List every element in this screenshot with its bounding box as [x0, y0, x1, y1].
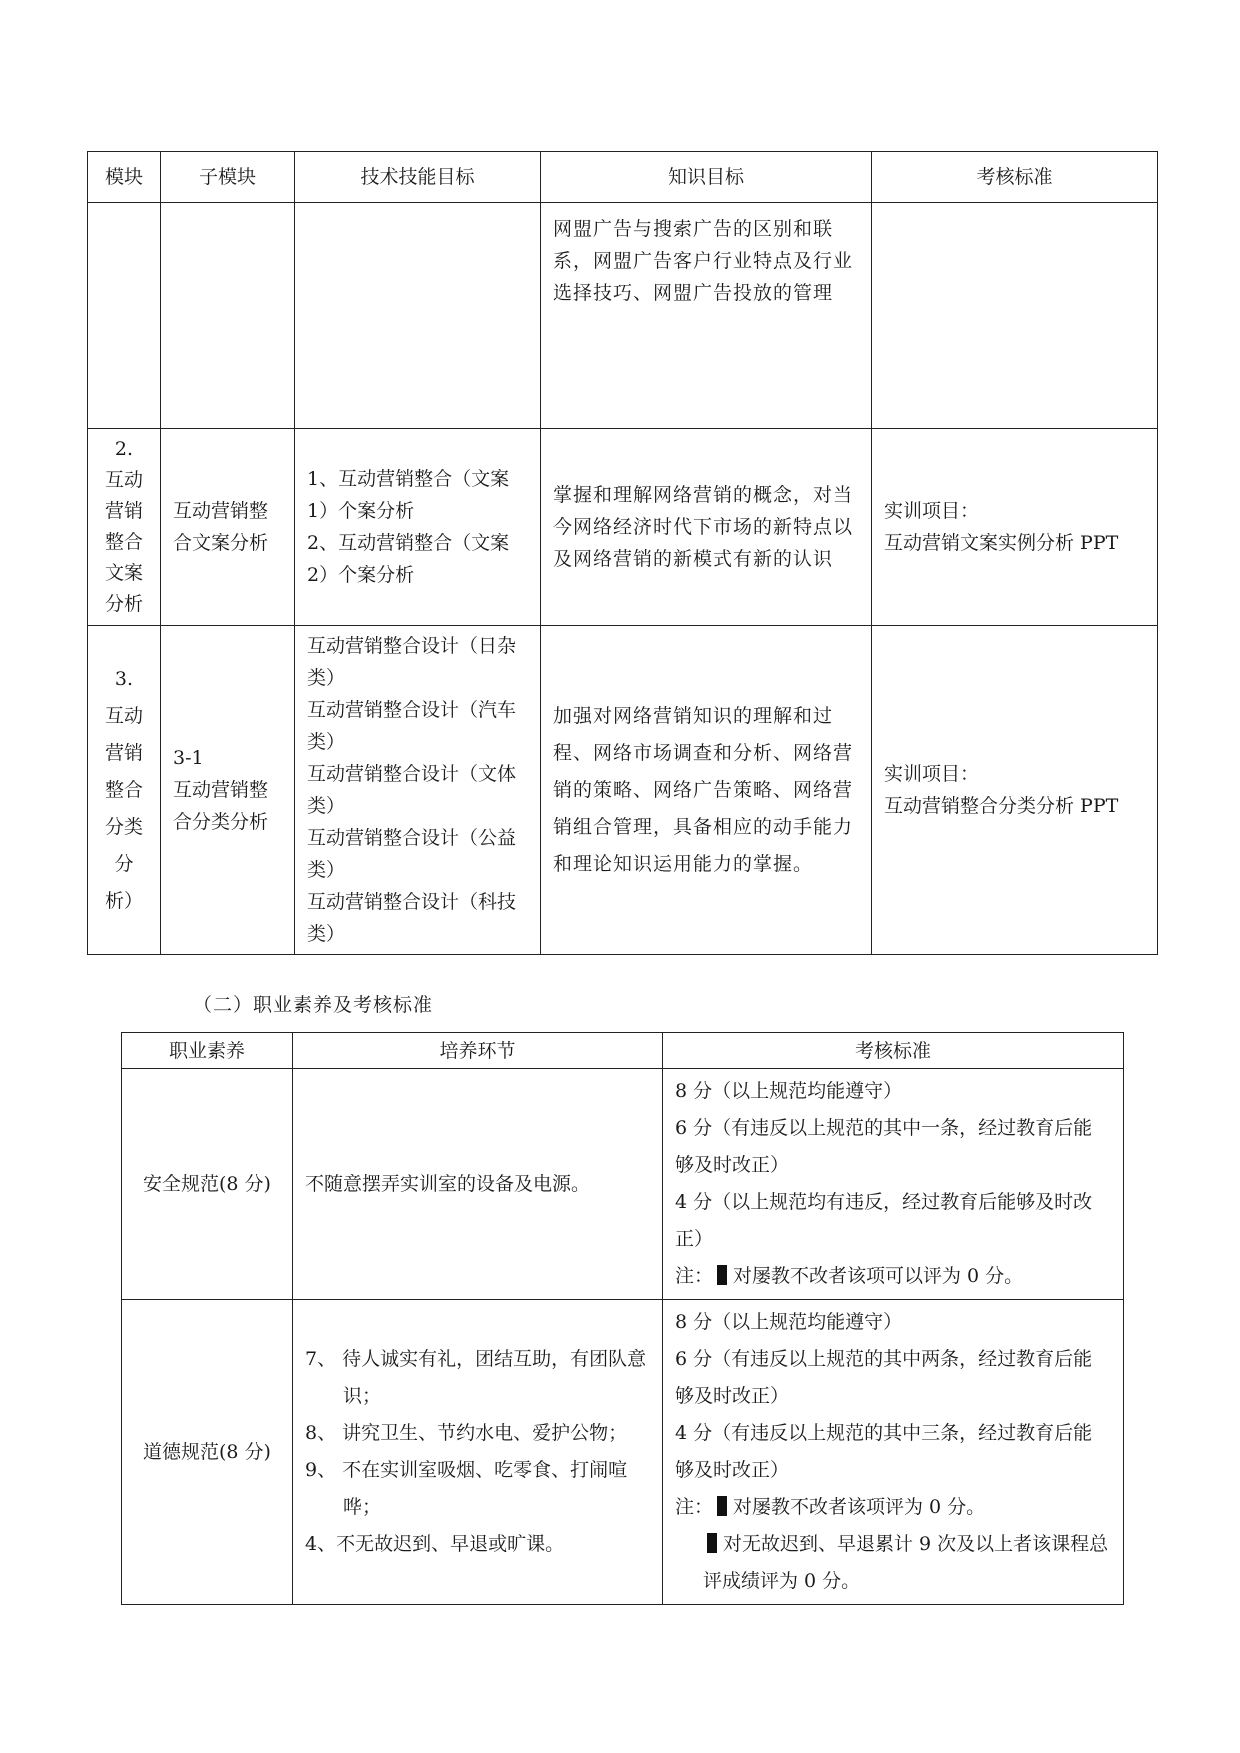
header-submodule: 子模块	[161, 152, 295, 203]
quality-cell: 道德规范(8 分)	[122, 1300, 293, 1605]
knowledge-cell: 掌握和理解网络营销的概念，对当今网络经济时代下市场的新特点以及网络营销的新模式有新的认识	[541, 429, 872, 626]
table-row	[122, 1069, 1124, 1300]
training-cell	[293, 1300, 663, 1605]
tech-item: 2、互动营销整合（文案2）个案分析	[307, 532, 510, 586]
bullet-square-icon	[717, 1265, 727, 1285]
note: 注： 对屡教不改者该项可以评为 0 分。	[675, 1265, 1024, 1287]
bullet-square-icon	[717, 1496, 727, 1516]
header-knowledge-goal: 知识目标	[541, 152, 872, 203]
header-tech-goal: 技术技能目标	[295, 152, 541, 203]
submodule-cell: 3-1 互动营销整合分类分析	[161, 626, 295, 955]
tech-item: 互动营销整合设计（科技类）	[307, 891, 517, 945]
submodule-cell: 互动营销整合文案分析	[161, 429, 295, 626]
quality-table	[121, 1032, 1124, 1605]
header-criteria: 考核标准	[663, 1033, 1124, 1069]
assessment-cell: 实训项目： 互动营销文案实例分析 PPT	[872, 429, 1158, 626]
criteria-cell: 8 分（以上规范均能遵守） 6 分（有违反以上规范的其中一条，经过教育后能够及时改正） 4 分（以上规范均有违反，经过教育后能够及时改正） 注： 对屡教不改者该项可以评为 0 分。	[663, 1069, 1124, 1300]
note: 注： 对屡教不改者该项评为 0 分。	[675, 1496, 986, 1518]
list-item: 9、 不在实训室吸烟、吃零食、打闹喧哗；	[305, 1459, 628, 1518]
tech-goal-cell	[295, 429, 541, 626]
knowledge-cell: 加强对网络营销知识的理解和过程、网络市场调查和分析、网络营销的策略、网络广告策略、网络营销组合管理，具备相应的动手能力和理论知识运用能力的掌握。	[541, 626, 872, 955]
quality-cell: 安全规范(8 分)	[122, 1069, 293, 1300]
note: 对无故迟到、早退累计 9 次及以上者该课程总评成绩评为 0 分。	[703, 1533, 1109, 1592]
knowledge-cell: 网盟广告与搜索广告的区别和联系，网盟广告客户行业特点及行业选择技巧、网盟广告投放的管理	[541, 203, 872, 429]
quality-table-header	[122, 1033, 1124, 1069]
table-row	[88, 203, 1158, 429]
section-title: （二）职业素养及考核标准	[193, 994, 434, 1016]
criteria-cell: 8 分（以上规范均能遵守） 6 分（有违反以上规范的其中两条，经过教育后能够及时改正） 4 分（有违反以上规范的其中三条，经过教育后能够及时改正） 注： 对屡教不改者该项评为 0 分。 对无故迟到、早退累计 9 次及以上者该课程总评成绩评为 0 分。	[663, 1300, 1124, 1605]
tech-item: 互动营销整合设计（公益类）	[307, 827, 517, 881]
header-module: 模块	[88, 152, 161, 203]
module-cell: 2. 互动 营销 整合 文案 分析	[88, 429, 161, 626]
tech-item: 互动营销整合设计（汽车类）	[307, 699, 517, 753]
header-assessment: 考核标准	[872, 152, 1158, 203]
tech-goal-cell	[295, 626, 541, 955]
table-row	[88, 626, 1158, 955]
bullet-square-icon	[707, 1533, 717, 1553]
module-cell: 3. 互动 营销 整合 分类 分 析）	[88, 626, 161, 955]
list-item: 7、 待人诚实有礼，团结互助，有团队意识；	[305, 1348, 647, 1407]
tech-item: 互动营销整合设计（日杂类）	[307, 635, 517, 689]
tech-item: 1、互动营销整合（文案1）个案分析	[307, 468, 510, 522]
module-table-header	[88, 152, 1158, 203]
header-training: 培养环节	[293, 1033, 663, 1069]
header-quality: 职业素养	[122, 1033, 293, 1069]
tech-item: 互动营销整合设计（文体类）	[307, 763, 517, 817]
table-row	[122, 1300, 1124, 1605]
list-item: 4、不无故迟到、早退或旷课。	[305, 1533, 565, 1555]
training-cell: 不随意摆弄实训室的设备及电源。	[293, 1069, 663, 1300]
table-row	[88, 429, 1158, 626]
assessment-cell: 实训项目： 互动营销整合分类分析 PPT	[872, 626, 1158, 955]
module-table	[87, 151, 1158, 955]
list-item: 8、 讲究卫生、节约水电、爱护公物；	[305, 1422, 628, 1444]
